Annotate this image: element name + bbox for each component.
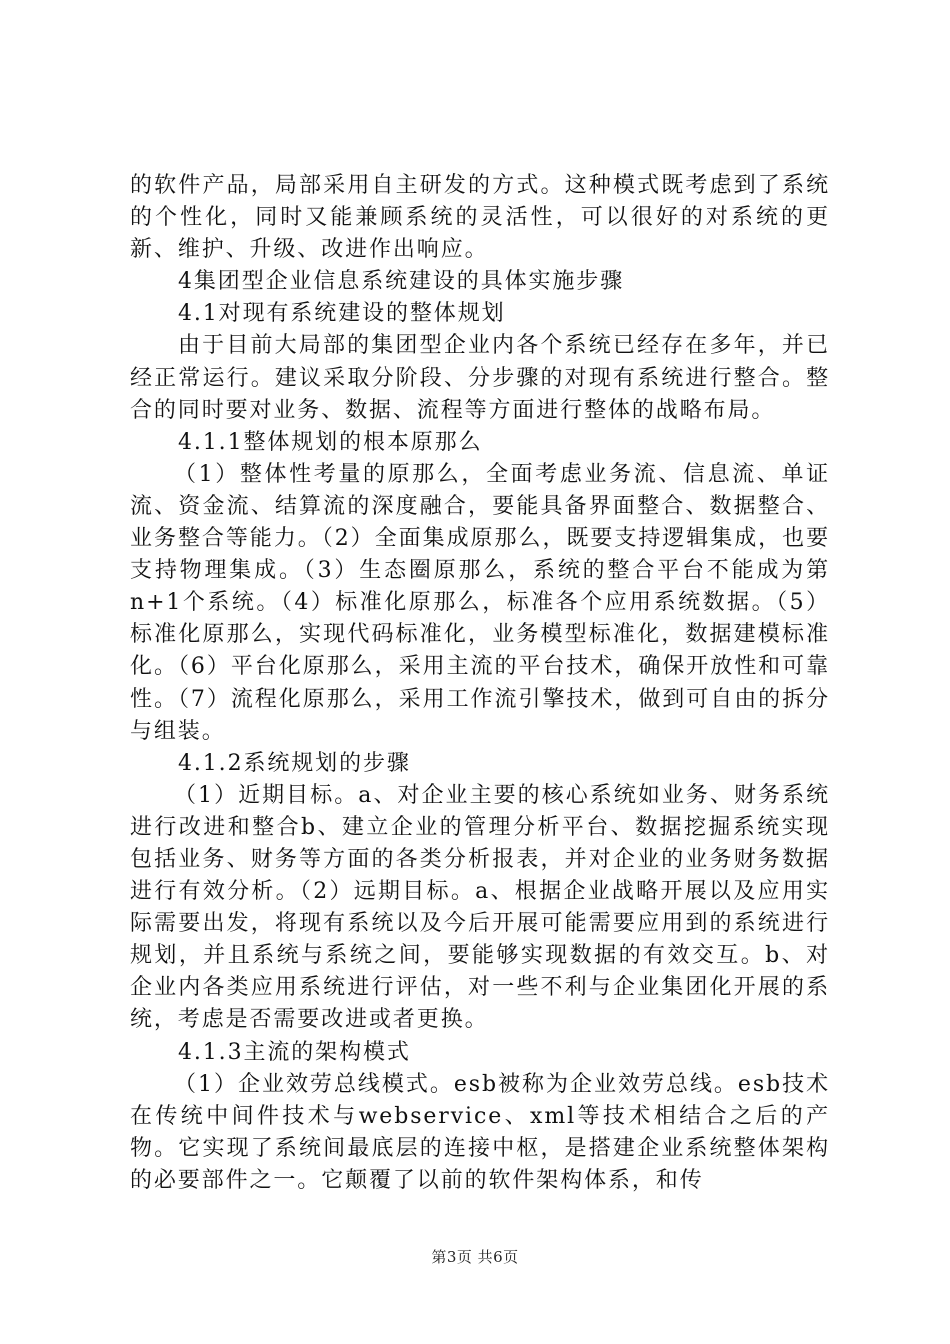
section-heading-4-1-1: 4.1.1整体规划的根本原那么 — [178, 429, 483, 455]
section-heading-4: 4集团型企业信息系统建设的具体实施步骤 — [178, 269, 625, 295]
paragraph-architecture: （1）企业效劳总线模式。esb被称为企业效劳总线。esb技术在传统中间件技术与webservice、xml等技术相结合之后的产物。它实现了系统间最底层的连接中枢，是搭建企业系统整体架构的必要部件之一。它颠覆了以前的软件架构体系，和传 — [130, 1071, 830, 1193]
document-body — [130, 170, 830, 1197]
page-number-footer: 第3页 共6页 — [431, 1248, 519, 1266]
paragraph-principles: （1）整体性考量的原那么，全面考虑业务流、信息流、单证流、资金流、结算流的深度融合，要能具备界面整合、数据整合、业务整合等能力。（2）全面集成原那么，既要支持逻辑集成，也要支持物理集成。（3）生态圈原那么，系统的整合平台不能成为第n+1个系统。（4）标准化原那么，标准各个应用系统数据。（5）标准化原那么，实现代码标准化，业务模型标准化，数据建模标准化。（6）平台化原那么，采用主流的平台技术，确保开放性和可靠性。（7）流程化原那么，采用工作流引擎技术，做到可自由的拆分与组装。 — [130, 461, 830, 744]
section-heading-4-1-3: 4.1.3主流的架构模式 — [178, 1039, 411, 1065]
paragraph-planning-steps: （1）近期目标。a、对企业主要的核心系统如业务、财务系统进行改进和整合b、建立企业的管理分析平台、数据挖掘系统实现包括业务、财务等方面的各类分析报表，并对企业的业务财务数据进行有效分析。（2）远期目标。a、根据企业战略开展以及应用实际需要出发，将现有系统以及今后开展可能需要应用到的系统进行规划，并且系统与系统之间，要能够实现数据的有效交互。b、对企业内各类应用系统进行评估，对一些不利与企业集团化开展的系统，考虑是否需要改进或者更换。 — [130, 782, 830, 1033]
section-heading-4-1: 4.1对现有系统建设的整体规划 — [178, 301, 506, 327]
section-heading-4-1-2: 4.1.2系统规划的步骤 — [178, 750, 411, 776]
paragraph-continuation: 的软件产品，局部采用自主研发的方式。这种模式既考虑到了系统的个性化，同时又能兼顾系统的灵活性，可以很好的对系统的更新、维护、升级、改进作出响应。 — [130, 173, 830, 263]
paragraph-overall-planning: 由于目前大局部的集团型企业内各个系统已经存在多年，并已经正常运行。建议采取分阶段、分步骤的对现有系统进行整合。整合的同时要对业务、数据、流程等方面进行整体的战略布局。 — [130, 333, 830, 423]
